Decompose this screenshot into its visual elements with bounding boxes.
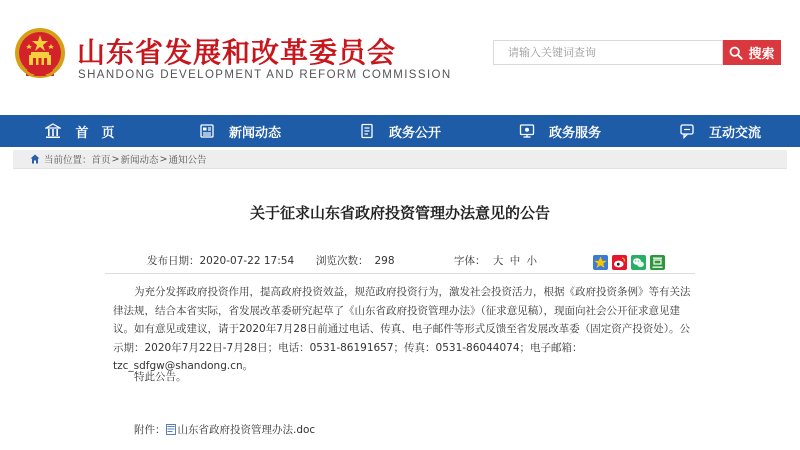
nav-item-home[interactable] xyxy=(0,115,160,147)
nav-item-label: 互动交流 xyxy=(708,125,761,141)
publish-date-value: 2020-07-22 17:54 xyxy=(199,255,295,267)
service-icon xyxy=(519,123,535,139)
views-value: 298 xyxy=(374,255,395,267)
article-closing: 特此公告。 xyxy=(134,371,187,383)
font-size-large[interactable]: 大 xyxy=(492,255,504,267)
font-size-control xyxy=(454,253,537,268)
publish-date xyxy=(147,253,294,268)
share-bar xyxy=(593,255,665,270)
views-label: 浏览次数： xyxy=(316,255,369,267)
breadcrumb-news-link[interactable]: 新闻动态 xyxy=(120,155,159,166)
search-button-label: 搜索 xyxy=(748,46,775,61)
qzone-share-icon[interactable] xyxy=(593,255,608,270)
nav-item-label: 新闻动态 xyxy=(228,125,281,141)
breadcrumb-prefix: 当前位置： xyxy=(44,155,92,166)
attachment-label: 附件： xyxy=(134,424,166,436)
font-label: 字体： xyxy=(454,255,486,267)
article-title: 关于征求山东省政府投资管理办法意见的公告 xyxy=(249,204,550,222)
search-button[interactable] xyxy=(723,40,781,65)
news-icon xyxy=(199,123,215,139)
nav-item-news[interactable] xyxy=(160,115,320,147)
nav-item-label: 政务公开 xyxy=(388,125,441,141)
font-size-small[interactable]: 小 xyxy=(526,255,538,267)
wechat-share-icon[interactable] xyxy=(631,255,646,270)
font-size-medium[interactable]: 中 xyxy=(509,255,521,267)
breadcrumb xyxy=(13,150,787,169)
nav-item-interaction[interactable] xyxy=(640,115,800,147)
nav-item-gov-service[interactable] xyxy=(480,115,640,147)
article-paragraph: 为充分发挥政府投资作用，提高政府投资效益，规范政府投资行为，激发社会投资活力，根据《政府投资条例》等有关法律法规，结合本省实际，省发展改革委研究起草了《山东省政府投资管理办法》（征求意见稿），现面向社会公开征求意见建议。如有意见或建议，请于2020年7月28日前通过电话、传真、电子邮件等形式反馈至省发展改革委（固定资产投资处）。公示期：2020年7月22日-7月28日；电话：0531-86191657；传真：0531-86044074；电子邮箱：tzc_sdfgw@shandong.cn。 xyxy=(113,286,691,372)
gov-icon xyxy=(359,123,375,139)
search-icon xyxy=(729,46,743,60)
home-icon xyxy=(30,154,40,164)
breadcrumb-separator: > xyxy=(159,153,168,165)
douban-share-icon[interactable] xyxy=(650,255,665,270)
main-nav xyxy=(0,115,800,147)
nav-item-gov-affairs[interactable] xyxy=(320,115,480,147)
breadcrumb-notice-link[interactable]: 通知公告 xyxy=(168,155,207,166)
attachment-filename: 山东省政府投资管理办法.doc xyxy=(177,424,316,436)
weibo-share-icon[interactable] xyxy=(612,255,627,270)
site-subtitle: SHANDONG DEVELOPMENT AND REFORM COMMISSION xyxy=(78,69,452,81)
view-count xyxy=(316,253,395,268)
breadcrumb-separator: > xyxy=(111,153,120,165)
national-emblem-icon xyxy=(12,26,68,82)
site-header xyxy=(0,0,800,115)
home-icon xyxy=(45,123,61,139)
attachment-link[interactable] xyxy=(166,422,316,437)
article-body xyxy=(113,283,693,376)
breadcrumb-home-link[interactable]: 首页 xyxy=(91,155,111,166)
word-doc-icon xyxy=(166,424,176,435)
publish-label: 发布日期： xyxy=(147,255,200,267)
chat-icon xyxy=(679,123,695,139)
nav-item-label: 政务服务 xyxy=(548,125,601,141)
attachment-row xyxy=(134,422,315,437)
search-input[interactable] xyxy=(493,40,723,65)
site-title: 山东省发展和改革委员会 xyxy=(77,36,397,69)
nav-item-label: 首 页 xyxy=(75,125,115,141)
